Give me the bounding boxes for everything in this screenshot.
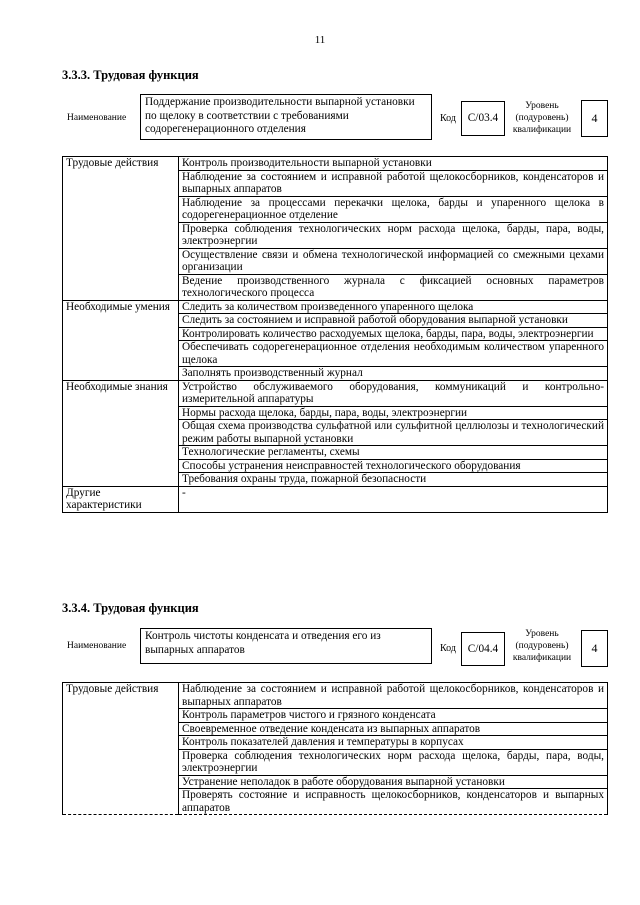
level-label-line-2: (подуровень) bbox=[515, 641, 569, 651]
row-item: Осуществление связи и обмена технологической информацией со смежными цехами организации bbox=[179, 248, 608, 274]
level-label-line-3: квалификации bbox=[512, 653, 572, 663]
row-item: Требования охраны труда, пожарной безопасности bbox=[179, 473, 608, 487]
row-item: Наблюдение за состоянием и исправной работой щелокосборников, конденсаторов и выпарных аппаратов bbox=[179, 170, 608, 196]
row-item: Ведение производственного журнала с фиксацией основных параметров технологического процесса bbox=[179, 274, 608, 300]
row-item: Технологические регламенты, схемы bbox=[179, 446, 608, 460]
row-item: Обеспечивать содорегенерационное отделения необходимым количеством упаренного щелока bbox=[179, 341, 608, 367]
row-item: Устранение неполадок в работе оборудования выпарной установки bbox=[179, 775, 608, 789]
qualification-level-label bbox=[503, 628, 581, 664]
table-row bbox=[63, 683, 608, 709]
row-category: Необходимые знания bbox=[63, 380, 179, 486]
row-item: Наблюдение за состоянием и исправной работой щелокосборников, конденсаторов и выпарных аппаратов bbox=[179, 683, 608, 709]
section-3-3-4-table bbox=[62, 682, 608, 815]
table-row bbox=[63, 157, 608, 171]
code-label: Код bbox=[440, 643, 456, 654]
row-item: Своевременное отведение конденсата из выпарных аппаратов bbox=[179, 722, 608, 736]
section-3-3-3-table bbox=[62, 156, 608, 513]
row-item: Контролировать количество расходуемых щелока, барды, пара, воды, электроэнергии bbox=[179, 327, 608, 341]
row-item: Общая схема производства сульфатной или сульфитной целлюлозы и технологический режим работы выпарной установки bbox=[179, 420, 608, 446]
section-3-3-3-title: 3.3.3. Трудовая функция bbox=[62, 68, 199, 82]
code-box: C/04.4 bbox=[461, 632, 505, 666]
code-box: C/03.4 bbox=[461, 101, 505, 136]
row-item: Контроль показателей давления и температуры в корпусах bbox=[179, 736, 608, 750]
level-label-line-2: (подуровень) bbox=[515, 113, 569, 123]
row-item: Нормы расхода щелока, барды, пара, воды, электроэнергии bbox=[179, 406, 608, 420]
row-item: Заполнять производственный журнал bbox=[179, 367, 608, 381]
row-item: Проверять состояние и исправность щелокосборников, конденсаторов и выпарных аппаратов bbox=[179, 789, 608, 815]
row-category: Необходимые умения bbox=[63, 300, 179, 380]
page-number: 11 bbox=[314, 34, 326, 46]
table-row bbox=[63, 300, 608, 314]
row-category: Другие характеристики bbox=[63, 486, 179, 512]
function-name-box: Поддержание производительности выпарной установки по щелоку в соответствии с требованиями содорегенерационного отделения bbox=[140, 94, 432, 140]
row-item: Способы устранения неисправностей технологического оборудования bbox=[179, 459, 608, 473]
row-category: Трудовые действия bbox=[63, 157, 179, 301]
name-label: Наименование bbox=[67, 113, 127, 123]
row-item: Следить за количеством произведенного упаренного щелока bbox=[179, 300, 608, 314]
row-category: Трудовые действия bbox=[63, 683, 179, 815]
row-item: Контроль параметров чистого и грязного конденсата bbox=[179, 709, 608, 723]
row-item: Следить за состоянием и исправной работой оборудования выпарной установки bbox=[179, 314, 608, 328]
level-label-line-1: Уровень bbox=[525, 101, 559, 111]
code-label: Код bbox=[440, 113, 456, 124]
row-item: Проверка соблюдения технологических норм расхода щелока, барды, пара, воды, электроэнергии bbox=[179, 749, 608, 775]
qualification-level-label bbox=[503, 100, 581, 136]
level-label-line-3: квалификации bbox=[512, 125, 572, 135]
name-label: Наименование bbox=[67, 641, 127, 651]
level-box: 4 bbox=[581, 100, 608, 137]
row-item: Устройство обслуживаемого оборудования, коммуникаций и контрольно-измерительной аппаратуры bbox=[179, 380, 608, 406]
table-row bbox=[63, 380, 608, 406]
row-item: Контроль производительности выпарной установки bbox=[179, 157, 608, 171]
level-box: 4 bbox=[581, 630, 608, 667]
row-item: Проверка соблюдения технологических норм расхода щелока, барды, пара, воды, электроэнергии bbox=[179, 222, 608, 248]
row-item: - bbox=[179, 486, 608, 512]
level-label-line-1: Уровень bbox=[525, 629, 559, 639]
table-row bbox=[63, 486, 608, 512]
row-item: Наблюдение за процессами перекачки щелока, барды и упаренного щелока в содорегенерационное отделение bbox=[179, 196, 608, 222]
function-name-box: Контроль чистоты конденсата и отведения его из выпарных аппаратов bbox=[140, 628, 432, 664]
section-3-3-4-title: 3.3.4. Трудовая функция bbox=[62, 601, 199, 615]
